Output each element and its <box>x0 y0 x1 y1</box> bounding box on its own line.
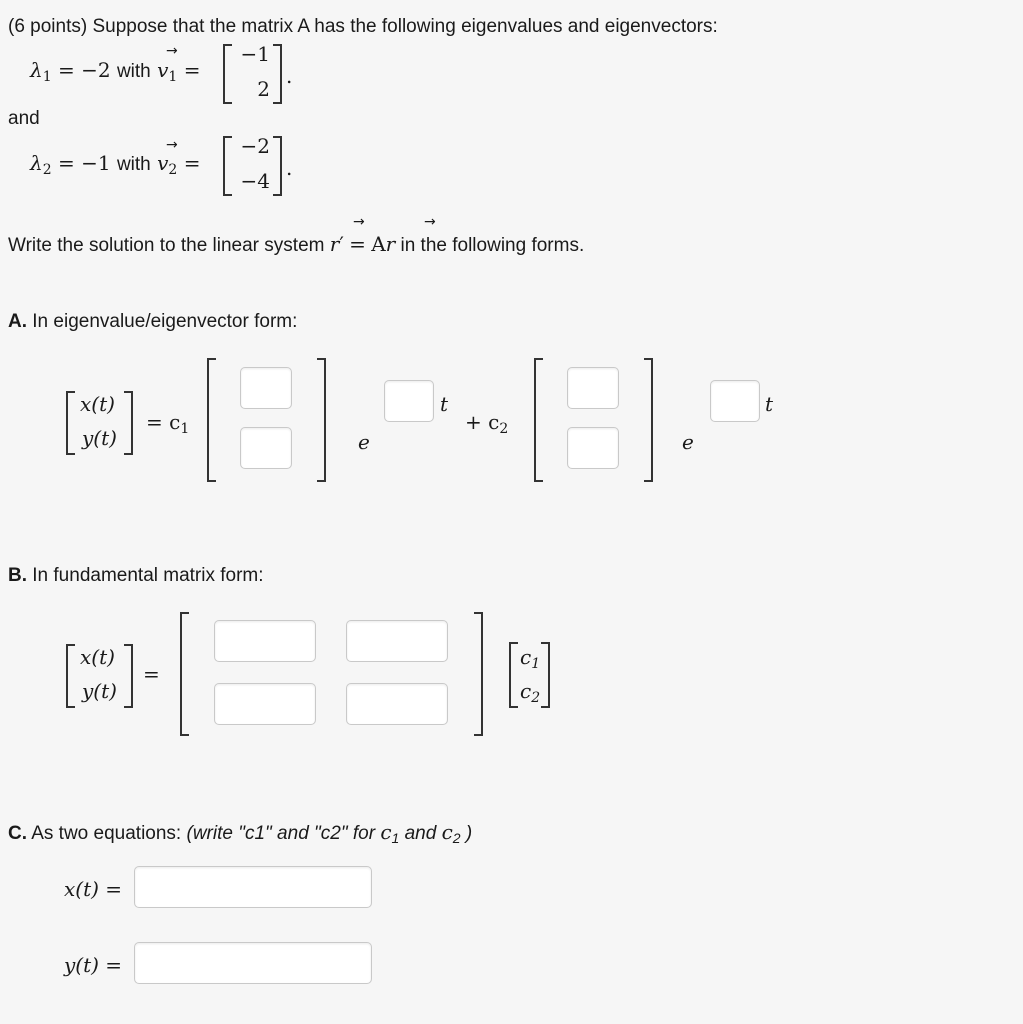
part-c-heading <box>8 820 472 846</box>
matrix-r2c2-input[interactable] <box>346 683 448 725</box>
part-b-label: B. <box>8 565 27 586</box>
e-base: e <box>358 430 370 454</box>
vector-symbol: v <box>157 151 169 175</box>
hint-suffix: ) <box>460 823 473 844</box>
c-symbol: c <box>520 645 532 669</box>
eigenvector-1-bottom: 2 <box>257 77 270 101</box>
y-of-t: y(t) <box>82 426 117 450</box>
vector-1-top-input[interactable] <box>240 367 292 409</box>
right-bracket <box>124 644 133 708</box>
matrix-a: A <box>371 232 386 256</box>
c-index: 2 <box>531 690 541 706</box>
hint-prefix: (write "c1" and "c2" for <box>186 823 381 844</box>
instruction-prefix: Write the solution to the linear system <box>8 235 325 256</box>
matrix-r1c1-input[interactable] <box>214 620 316 662</box>
with-text: with <box>116 61 151 82</box>
c1-entry <box>520 645 540 672</box>
instruction <box>8 232 584 257</box>
equals-sign: = <box>183 58 201 82</box>
and-text: and <box>8 108 40 129</box>
c-index: 1 <box>531 656 541 672</box>
part-a-label: A. <box>8 311 27 332</box>
matrix-r2c1-input[interactable] <box>214 683 316 725</box>
left-bracket <box>223 136 232 196</box>
y-equation-input[interactable] <box>134 942 372 984</box>
period: . <box>286 156 293 180</box>
t-variable: t <box>440 392 449 416</box>
t-variable: t <box>765 392 774 416</box>
part-b-text: In fundamental matrix form: <box>32 565 264 586</box>
vector-arrow-icon: → <box>166 43 178 59</box>
right-bracket <box>273 44 282 104</box>
right-bracket <box>124 391 133 455</box>
x-equation-input[interactable] <box>134 866 372 908</box>
right-bracket <box>474 612 483 736</box>
e-base: e <box>682 430 694 454</box>
x-of-t: x(t) <box>80 645 115 669</box>
coefficient-c1 <box>146 410 189 437</box>
vector-index: 2 <box>168 162 178 178</box>
vector-arrow-icon: → <box>353 214 365 230</box>
x-of-t: x(t) <box>80 392 115 416</box>
with-text: with <box>116 154 151 175</box>
equals-sign: = <box>349 232 366 256</box>
lambda-index: 1 <box>42 69 52 85</box>
period: . <box>286 64 293 88</box>
y-equation-label: y(t) = <box>64 953 123 977</box>
right-bracket <box>273 136 282 196</box>
part-b-heading <box>8 565 264 587</box>
problem-statement: (6 points) Suppose that the matrix A has the following eigenvalues and eigenvectors: <box>8 16 718 37</box>
hint-and: and <box>399 823 442 844</box>
left-bracket <box>66 644 75 708</box>
left-bracket <box>207 358 216 482</box>
c-index: 2 <box>452 830 461 846</box>
instruction-suffix: in the following forms. <box>400 235 585 256</box>
c-index: 1 <box>391 830 400 846</box>
eigenvector-2-bottom: −4 <box>240 169 270 193</box>
vector-arrow-icon: → <box>424 214 436 230</box>
eigenvector-1-top: −1 <box>240 42 270 66</box>
c-index: 1 <box>180 421 190 437</box>
part-a-text: In eigenvalue/eigenvector form: <box>32 311 298 332</box>
c-symbol: c <box>520 679 532 703</box>
eigenvalue-1: = −2 <box>57 58 111 82</box>
c2-entry <box>520 679 540 706</box>
eigenpair-2 <box>30 151 200 178</box>
r-vector: r <box>329 232 340 256</box>
vector-2-bottom-input[interactable] <box>567 427 619 469</box>
plus-c: + c <box>465 410 500 434</box>
vector-1-bottom-input[interactable] <box>240 427 292 469</box>
equals-sign: = <box>143 662 160 686</box>
part-c-label: C. <box>8 823 27 844</box>
left-bracket <box>66 391 75 455</box>
matrix-r1c2-input[interactable] <box>346 620 448 662</box>
left-bracket <box>534 358 543 482</box>
exponent-2-input[interactable] <box>710 380 760 422</box>
exponent-1-input[interactable] <box>384 380 434 422</box>
c-index: 2 <box>499 421 509 437</box>
right-bracket <box>317 358 326 482</box>
r-vector: r <box>385 232 396 256</box>
left-bracket <box>509 642 518 708</box>
right-bracket <box>541 642 550 708</box>
lambda-symbol: λ <box>30 151 43 175</box>
prime: ′ <box>339 232 344 256</box>
left-bracket <box>180 612 189 736</box>
part-a-heading <box>8 311 297 333</box>
equals-c: = c <box>146 410 181 434</box>
x-equation-label: x(t) = <box>64 877 123 901</box>
eigenpair-1 <box>30 58 200 85</box>
left-bracket <box>223 44 232 104</box>
lambda-symbol: λ <box>30 58 43 82</box>
vector-symbol: v <box>157 58 169 82</box>
equals-sign: = <box>183 151 201 175</box>
eigenvector-2-top: −2 <box>240 134 270 158</box>
vector-arrow-icon: → <box>166 137 178 153</box>
coefficient-c2 <box>465 410 508 437</box>
c-symbol: c <box>441 820 453 844</box>
eigenvalue-2: = −1 <box>57 151 111 175</box>
lambda-index: 2 <box>42 162 52 178</box>
right-bracket <box>644 358 653 482</box>
part-c-hint <box>186 820 473 846</box>
vector-2-top-input[interactable] <box>567 367 619 409</box>
vector-index: 1 <box>168 69 178 85</box>
c-symbol: c <box>380 820 392 844</box>
y-of-t: y(t) <box>82 679 117 703</box>
part-c-text: As two equations: <box>31 823 182 844</box>
